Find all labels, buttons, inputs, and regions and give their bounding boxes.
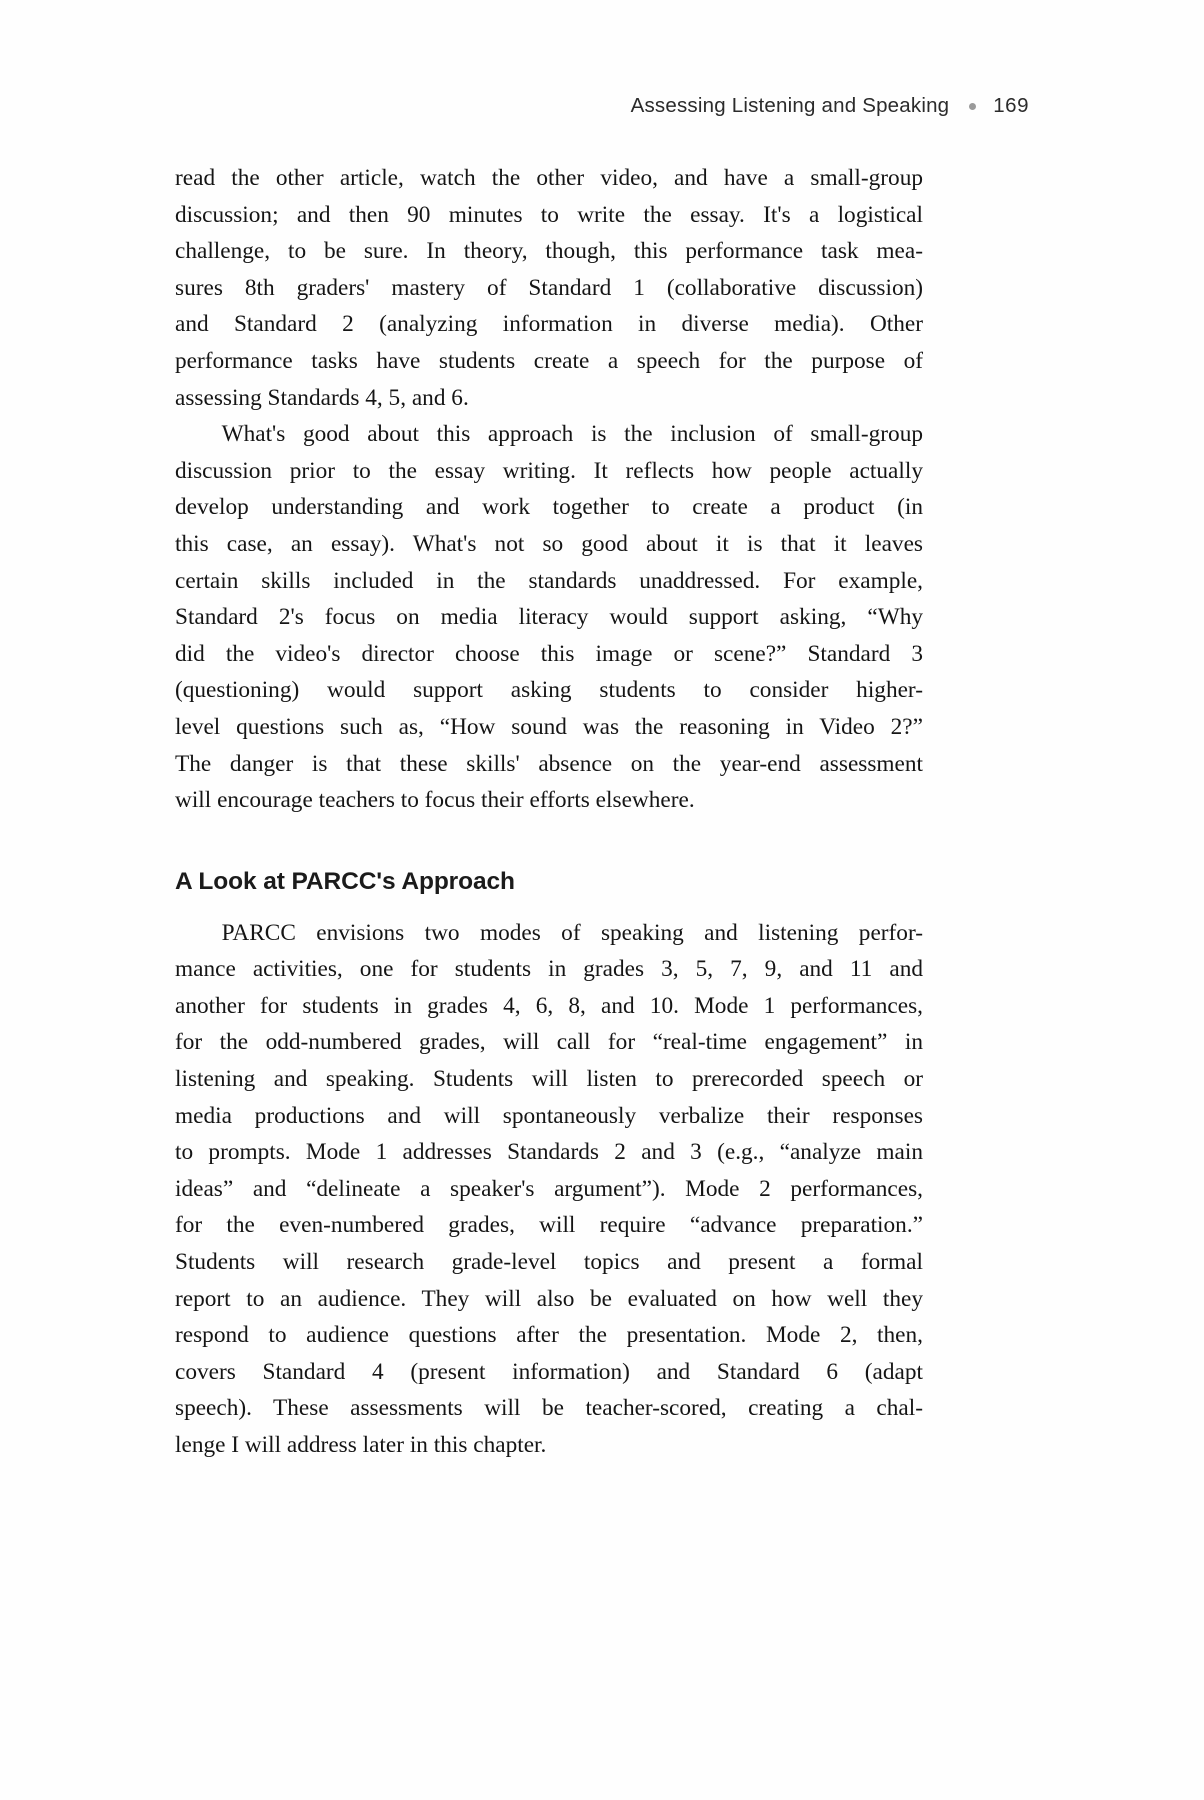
running-header-title: Assessing Listening and Speaking bbox=[630, 94, 950, 117]
text-line: challenge, to be sure. In theory, though, this performance task mea- bbox=[175, 238, 923, 265]
text-line: certain skills included in the standards unaddressed. For example, bbox=[175, 567, 923, 594]
text-line: read the other article, watch the other video, and have a small-group bbox=[175, 165, 923, 191]
text-line: Standard 2's focus on media literacy would support asking, “Why bbox=[175, 604, 923, 631]
text-line: will encourage teachers to focus their efforts elsewhere. bbox=[175, 787, 695, 814]
text-line: performance tasks have students create a speech for the purpose of bbox=[175, 347, 923, 374]
text-line: for the even-numbered grades, will require “advance preparation.” bbox=[175, 1212, 923, 1239]
spacer bbox=[175, 899, 923, 915]
text-line: report to an audience. They will also be evaluated on how well they bbox=[175, 1285, 923, 1312]
text-line: sures 8th graders' mastery of Standard 1 (collaborative discussion) bbox=[175, 274, 923, 301]
text-line: mance activities, one for students in grades 3, 5, 7, 9, and 11 and bbox=[175, 956, 923, 983]
text-line: PARCC envisions two modes of speaking and listening perfor- bbox=[221, 919, 923, 946]
text-line: did the video's director choose this image or scene?” Standard 3 bbox=[175, 640, 923, 667]
spacer bbox=[175, 819, 923, 865]
text-line: covers Standard 4 (present information) and Standard 6 (adapt bbox=[175, 1358, 923, 1385]
text-line: this case, an essay). What's not so good about it is that it leaves bbox=[175, 530, 923, 557]
section-heading: A Look at PARCC's Approach bbox=[175, 867, 515, 895]
text-line: speech). These assessments will be teacher-scored, creating a chal- bbox=[175, 1395, 923, 1422]
text-line: respond to audience questions after the presentation. Mode 2, then, bbox=[175, 1322, 923, 1349]
text-line: assessing Standards 4, 5, and 6. bbox=[175, 384, 469, 411]
text-line: listening and speaking. Students will listen to prerecorded speech or bbox=[175, 1066, 923, 1093]
page-number: 169 bbox=[993, 94, 1029, 117]
text-line: to prompts. Mode 1 addresses Standards 2 and 3 (e.g., “analyze main bbox=[175, 1139, 923, 1166]
bullet-dot-icon bbox=[969, 103, 976, 110]
text-line: for the odd-numbered grades, will call for “real-time engagement” in bbox=[175, 1029, 923, 1056]
text-block bbox=[175, 160, 923, 1464]
text-line: ideas” and “delineate a speaker's argument”). Mode 2 performances, bbox=[175, 1175, 923, 1202]
text-line: The danger is that these skills' absence on the year-end assessment bbox=[175, 750, 923, 777]
paragraph-whats-good bbox=[175, 416, 923, 819]
text-line: discussion; and then 90 minutes to write the essay. It's a logistical bbox=[175, 201, 923, 228]
text-line: (questioning) would support asking students to consider higher- bbox=[175, 677, 923, 704]
paragraph-parcc bbox=[175, 915, 923, 1464]
running-header bbox=[175, 94, 1029, 118]
paragraph-continued bbox=[175, 160, 923, 416]
text-line: discussion prior to the essay writing. It reflects how people actually bbox=[175, 457, 923, 484]
text-line: Students will research grade-level topics and present a formal bbox=[175, 1249, 923, 1276]
text-line: and Standard 2 (analyzing information in diverse media). Other bbox=[175, 311, 923, 338]
text-line: media productions and will spontaneously verbalize their responses bbox=[175, 1102, 923, 1129]
text-line: level questions such as, “How sound was the reasoning in Video 2?” bbox=[175, 713, 923, 740]
text-line: lenge I will address later in this chapter. bbox=[175, 1432, 547, 1458]
text-line: develop understanding and work together to create a product (in bbox=[175, 494, 923, 521]
text-line: What's good about this approach is the inclusion of small-group bbox=[221, 421, 923, 448]
text-line: another for students in grades 4, 6, 8, and 10. Mode 1 performances, bbox=[175, 992, 923, 1019]
